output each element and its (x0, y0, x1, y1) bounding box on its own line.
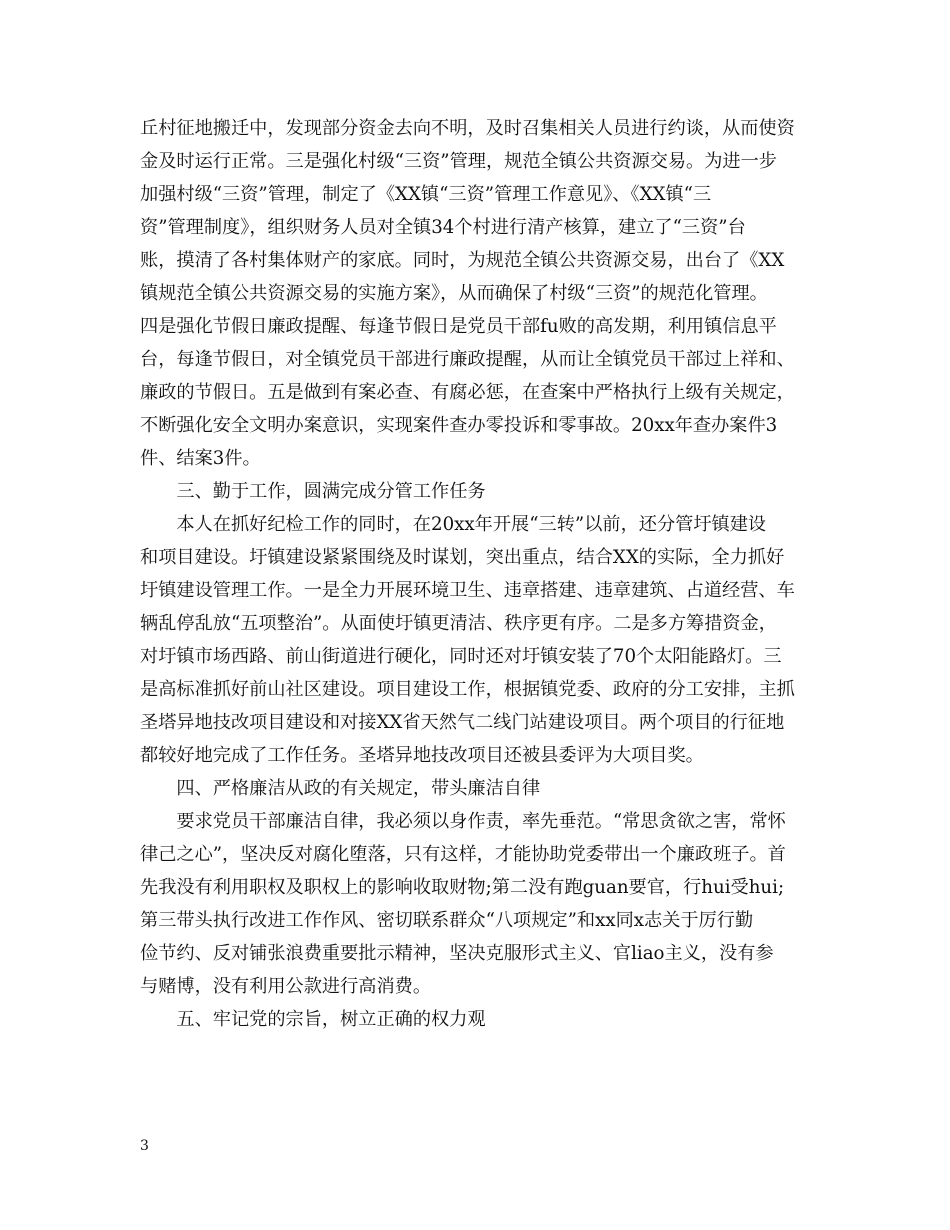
text-line: 和项目建设。圩镇建设紧紧围绕及时谋划，突出重点，结合XX的实际，全力抓好 (140, 547, 785, 568)
text-line: 件、结案3件。 (140, 448, 261, 469)
text-line: 镇规范全镇公共资源交易的实施方案》，从而确保了村级“三资”的规范化管理。 (140, 283, 768, 304)
text-line: 台，每逢节假日，对全镇党员干部进行廉政提醒，从而让全镇党员干部过上祥和、 (140, 349, 795, 370)
text-line: 对圩镇市场西路、前山街道进行硬化，同时还对圩镇安装了70个太阳能路灯。三 (140, 646, 782, 667)
text-line: 与赌博，没有利用公款进行高消费。 (140, 976, 432, 997)
text-line: 本人在抓好纪检工作的同时，在20xx年开展“三转”以前，还分管圩镇建设 (140, 514, 767, 535)
text-line: 四、严格廉洁从政的有关规定，带头廉洁自律 (140, 778, 541, 799)
text-line: 先我没有利用职权及职权上的影响收取财物;第二没有跑guan要官，行hui受hui; (140, 877, 785, 898)
text-line: 是高标准抓好前山社区建设。项目建设工作，根据镇党委、政府的分工安排，主抓 (140, 679, 795, 700)
text-line: 四是强化节假日廉政提醒、每逢节假日是党员干部fu败的高发期，利用镇信息平 (140, 316, 777, 337)
page-number: 3 (140, 1138, 149, 1154)
text-line: 律己之心”，坚决反对腐化堕落，只有这样，才能协助党委带出一个廉政班子。首 (140, 844, 786, 865)
text-line: 加强村级“三资”管理，制定了《XX镇“三资”管理工作意见》、《XX镇“三 (140, 184, 712, 205)
text-line: 要求党员干部廉洁自律，我必须以身作责，率先垂范。“常思贪欲之害，常怀 (140, 811, 786, 832)
text-line: 圩镇建设管理工作。一是全力开展环境卫生、违章搭建、违章建筑、占道经营、车 (140, 580, 795, 601)
text-line: 账，摸清了各村集体财产的家底。同时，为规范全镇公共资源交易，出台了《XX (140, 250, 785, 271)
text-line: 三、勤于工作，圆满完成分管工作任务 (140, 481, 486, 502)
text-line: 辆乱停乱放“五项整治”。从面使圩镇更清洁、秩序更有序。二是多方筹措资金， (140, 613, 777, 634)
text-line: 圣塔异地技改项目建设和对接XX省天然气二线门站建设项目。两个项目的行征地 (140, 712, 785, 733)
text-line: 廉政的节假日。五是做到有案必查、有腐必惩，在查案中严格执行上级有关规定， (140, 382, 795, 403)
text-line: 俭节约、反对铺张浪费重要批示精神，坚决克服形式主义、官liao主义，没有参 (140, 943, 774, 964)
text-line: 金及时运行正常。三是强化村级“三资”管理，规范全镇公共资源交易。为进一步 (140, 151, 777, 172)
text-line: 五、牢记党的宗旨，树立正确的权力观 (140, 1009, 486, 1030)
text-line: 丘村征地搬迁中，发现部分资金去向不明，及时召集相关人员进行约谈，从而使资 (140, 118, 795, 139)
text-line: 资”管理制度》，组织财务人员对全镇34个村进行清产核算，建立了“三资”台 (140, 217, 746, 238)
text-line: 第三带头执行改进工作作风、密切联系群众“八项规定”和xx同x志关于厉行勤 (140, 910, 754, 931)
body-text (140, 112, 812, 1036)
text-line: 不断强化安全文明办案意识，实现案件查办零投诉和零事故。20xx年查办案件3 (140, 415, 778, 436)
text-line: 都较好地完成了工作任务。圣塔异地技改项目还被县委评为大项目奖。 (140, 745, 704, 766)
